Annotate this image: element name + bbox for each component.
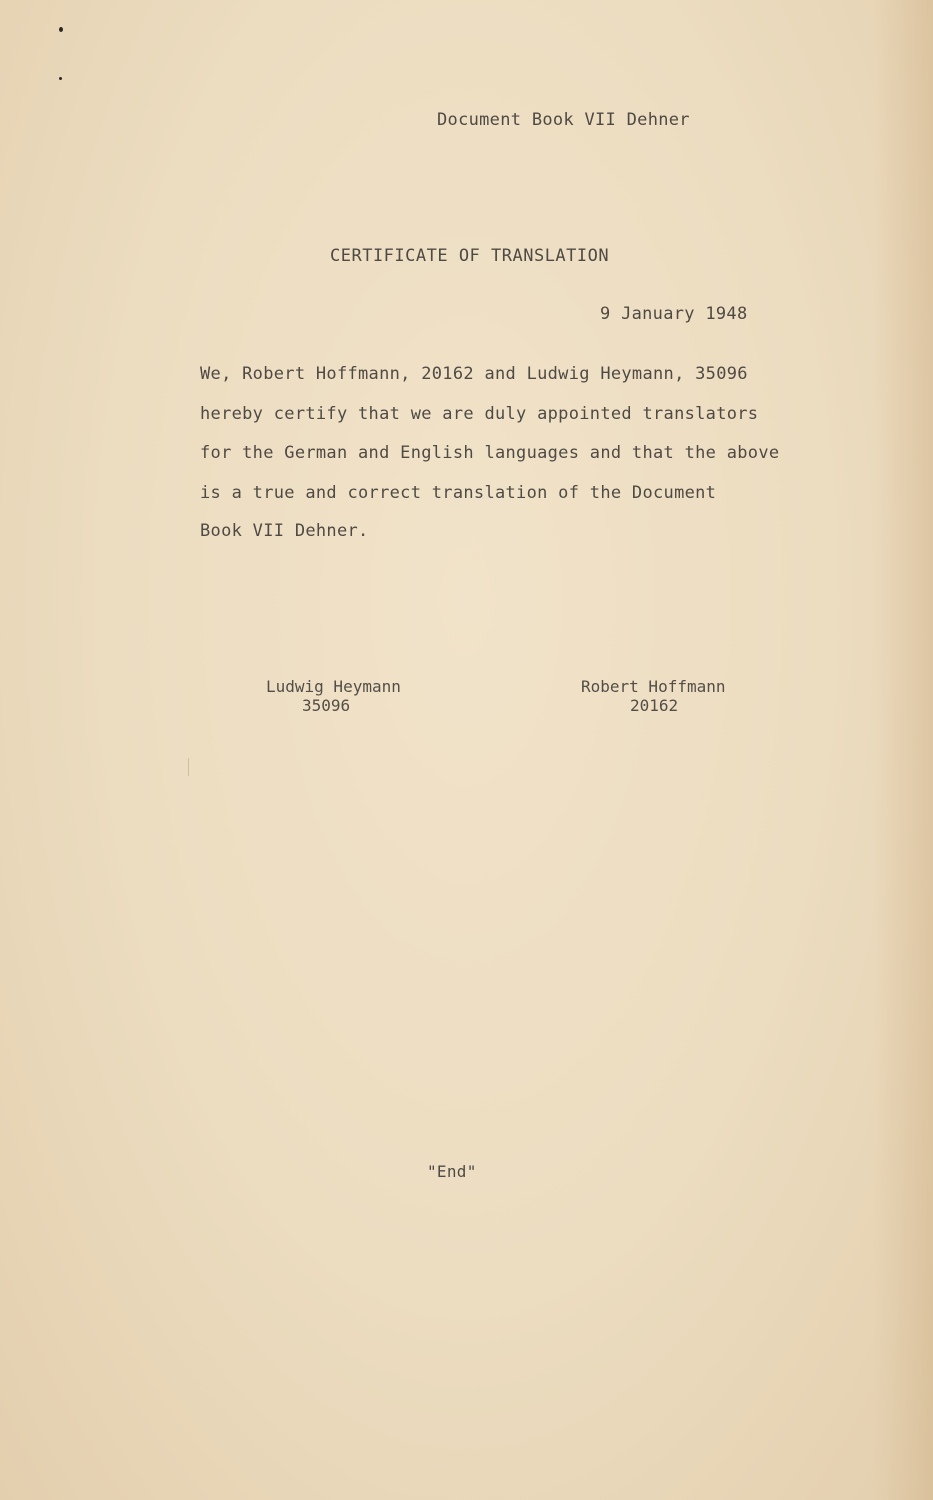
paper-crease-mark — [188, 758, 189, 776]
document-header: Document Book VII Dehner — [437, 110, 690, 130]
paper-edge-shading — [873, 0, 933, 1500]
signature-left-number: 35096 — [302, 696, 351, 715]
body-line-1: We, Robert Hoffmann, 20162 and Ludwig Heymann, 35096 — [200, 364, 748, 384]
punch-mark-top — [59, 27, 63, 32]
end-mark: "End" — [427, 1162, 477, 1181]
body-line-4: is a true and correct translation of the Document — [200, 483, 717, 503]
body-line-5: Book VII Dehner. — [200, 521, 369, 541]
body-line-3: for the German and English languages and that the above — [200, 443, 780, 463]
body-line-2: hereby certify that we are duly appointed translators — [200, 404, 759, 424]
signature-right-number: 20162 — [630, 696, 679, 715]
certificate-date: 9 January 1948 — [600, 304, 748, 324]
punch-mark-second — [59, 77, 62, 80]
signature-right-name: Robert Hoffmann — [581, 677, 726, 696]
certificate-title: CERTIFICATE OF TRANSLATION — [330, 246, 610, 266]
signature-left-name: Ludwig Heymann — [266, 677, 401, 696]
